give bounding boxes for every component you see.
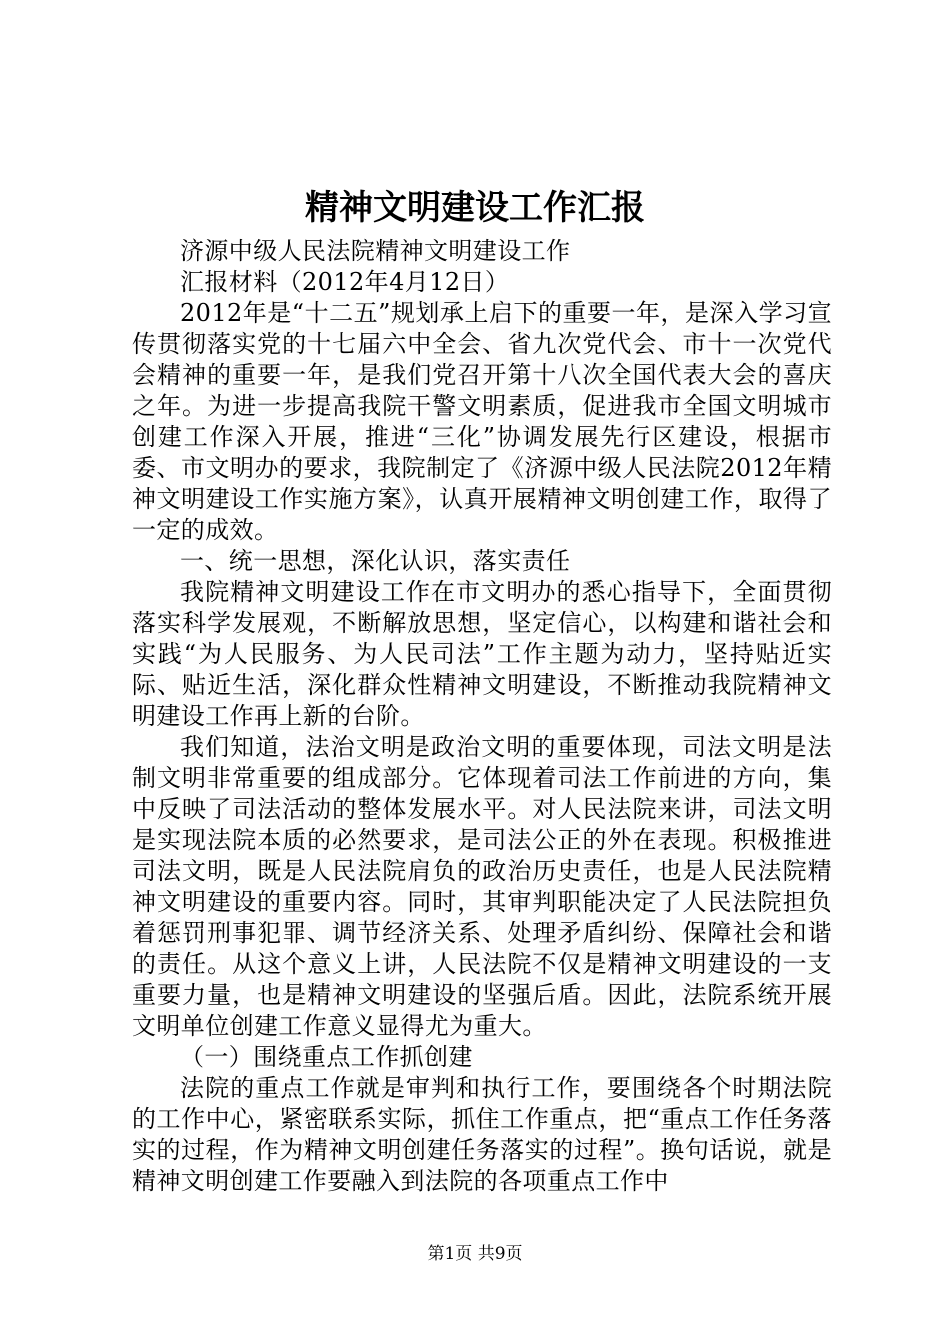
subsection-heading-1: （一）围绕重点工作抓创建 <box>180 1043 473 1071</box>
document-body <box>132 236 832 1197</box>
document-title: 精神文明建设工作汇报 <box>305 188 645 228</box>
intro-paragraph: 2012年是“十二五”规划承上启下的重要一年，是深入学习宣传贯彻落实党的十七届六中全会、省九次党代会、市十一次党代会精神的重要一年，是我们党召开第十八次全国代表大会的喜庆之年。为进一步提高我院干警文明素质，促进我市全国文明城市创建工作深入开展，推进“三化”协调发展先行区建设，根据市委、市文明办的要求，我院制定了《济源中级人民法院2012年精神文明建设工作实施方案》，认真开展精神文明创建工作，取得了一定的成效。 <box>132 299 832 544</box>
page-number-footer: 第1页 共9页 <box>427 1244 523 1264</box>
subtitle-line-2: 汇报材料（2012年4月12日） <box>180 268 510 296</box>
subtitle-line-1: 济源中级人民法院精神文明建设工作 <box>180 237 571 265</box>
body-paragraph: 我们知道，法治文明是政治文明的重要体现，司法文明是法制文明非常重要的组成部分。它体现着司法工作前进的方向，集中反映了司法活动的整体发展水平。对人民法院来讲，司法文明是实现法院本质的必然要求，是司法公正的外在表现。积极推进司法文明，既是人民法院肩负的政治历史责任，也是人民法院精神文明建设的重要内容。同时，其审判职能决定了人民法院担负着惩罚刑事犯罪、调节经济关系、处理矛盾纠纷、保障社会和谐的责任。从这个意义上讲，人民法院不仅是精神文明建设的一支重要力量，也是精神文明建设的坚强后盾。因此，法院系统开展文明单位创建工作意义显得尤为重大。 <box>132 733 832 1040</box>
body-paragraph: 我院精神文明建设工作在市文明办的悉心指导下，全面贯彻落实科学发展观，不断解放思想，坚定信心，以构建和谐社会和实践“为人民服务、为人民司法”工作主题为动力，坚持贴近实际、贴近生活，深化群众性精神文明建设，不断推动我院精神文明建设工作再上新的台阶。 <box>132 578 832 730</box>
body-paragraph: 法院的重点工作就是审判和执行工作，要围绕各个时期法院的工作中心，紧密联系实际，抓住工作重点，把“重点工作任务落实的过程，作为精神文明创建任务落实的过程”。换句话说，就是精神文明创建工作要融入到法院的各项重点工作中 <box>132 1074 832 1195</box>
section-heading-1: 一、统一思想，深化认识，落实责任 <box>180 547 571 575</box>
